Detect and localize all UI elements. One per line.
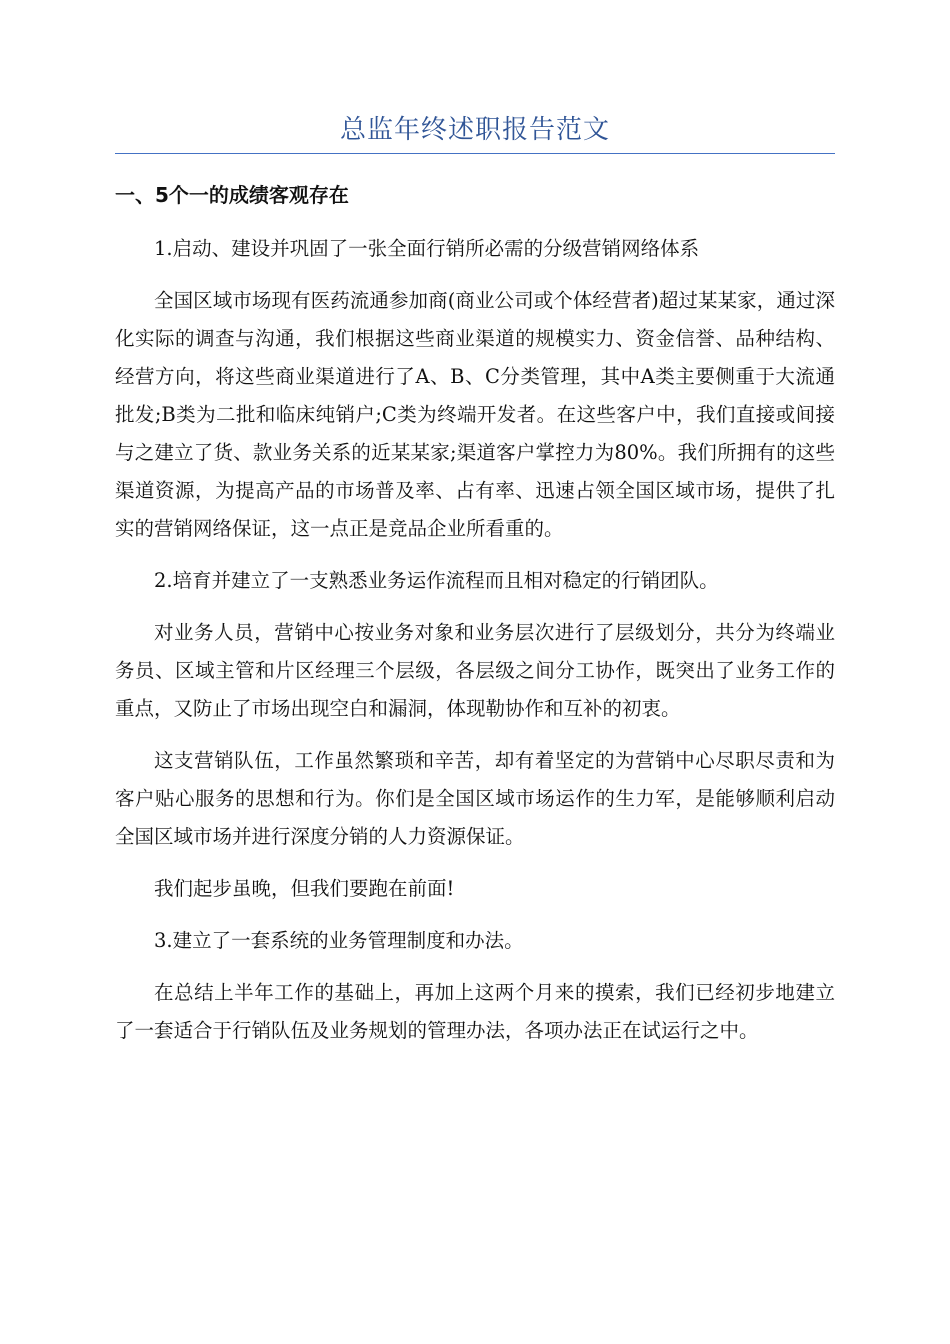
paragraph-1: 1.启动、建设并巩固了一张全面行销所必需的分级营销网络体系	[154, 237, 700, 260]
section-heading: 一、5个一的成绩客观存在	[115, 183, 349, 207]
paragraph-6: 我们起步虽晚，但我们要跑在前面!	[154, 877, 455, 900]
paragraph-3: 2.培育并建立了一支熟悉业务运作流程而且相对稳定的行销团队。	[154, 569, 719, 592]
document-title: 总监年终述职报告范文	[339, 115, 610, 145]
document-body	[115, 230, 835, 1064]
title-underline-divider	[115, 153, 835, 154]
paragraph-7: 3.建立了一套系统的业务管理制度和办法。	[154, 929, 524, 952]
paragraph-5: 这支营销队伍，工作虽然繁琐和辛苦，却有着坚定的为营销中心尽职尽责和为客户贴心服务的思想和行为。你们是全国区域市场运作的生力军，是能够顺利启动全国区域市场并进行深度分销的人力资源保证。	[115, 749, 835, 848]
paragraph-8: 在总结上半年工作的基础上，再加上这两个月来的摸索，我们已经初步地建立了一套适合于行销队伍及业务规划的管理办法，各项办法正在试运行之中。	[115, 981, 835, 1042]
paragraph-2: 全国区域市场现有医药流通参加商(商业公司或个体经营者)超过某某家，通过深化实际的调查与沟通，我们根据这些商业渠道的规模实力、资金信誉、品种结构、经营方向，将这些商业渠道进行了A、B、C分类管理，其中A类主要侧重于大流通批发;B类为二批和临床纯销户;C类为终端开发者。在这些客户中，我们直接或间接与之建立了货、款业务关系的近某某家;渠道客户掌控力为80%。我们所拥有的这些渠道资源，为提高产品的市场普及率、占有率、迅速占领全国区域市场，提供了扎实的营销网络保证，这一点正是竞品企业所看重的。	[115, 289, 835, 540]
paragraph-4: 对业务人员，营销中心按业务对象和业务层次进行了层级划分，共分为终端业务员、区域主管和片区经理三个层级，各层级之间分工协作，既突出了业务工作的重点，又防止了市场出现空白和漏洞，体现勒协作和互补的初衷。	[115, 621, 835, 720]
